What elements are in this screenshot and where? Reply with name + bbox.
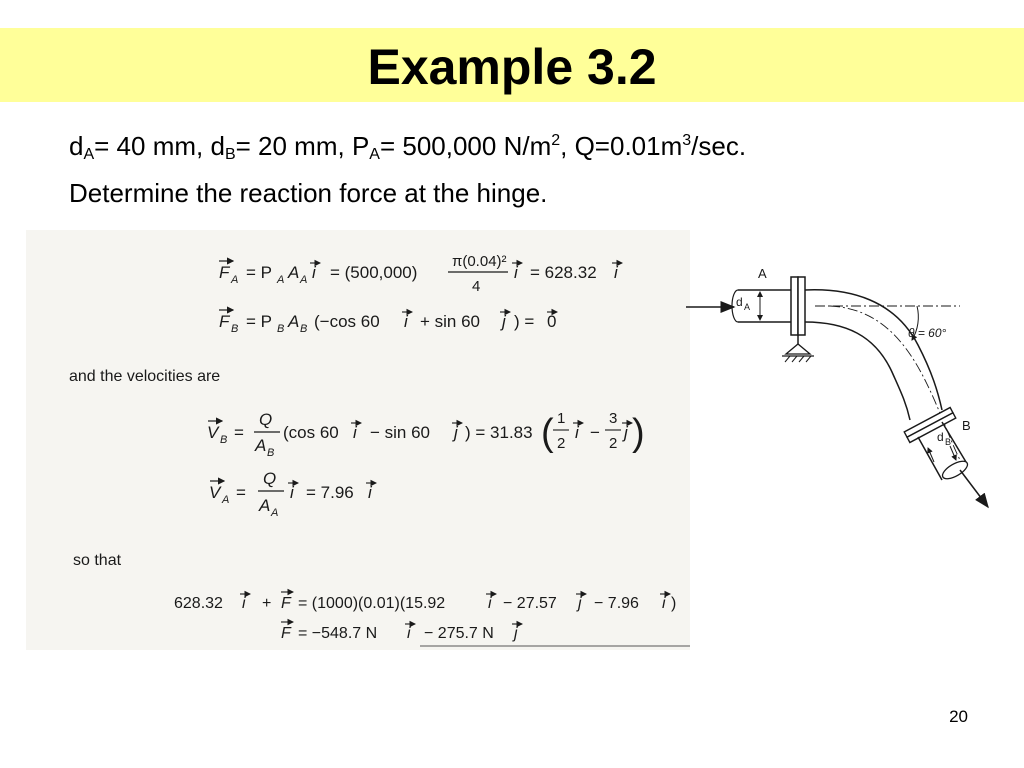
va-frac-den: A xyxy=(259,496,271,515)
dB-subscript: B xyxy=(224,146,236,163)
eq2-force: F xyxy=(281,625,291,642)
inlet-flange xyxy=(791,277,798,335)
vb-minus: − xyxy=(590,423,600,442)
label-section-a: A xyxy=(758,266,767,281)
vb-eq: = xyxy=(234,423,244,442)
fb-lhs-sub: B xyxy=(231,323,239,335)
eq1-rhs: = (1000)(0.01)(15.92 xyxy=(298,595,446,612)
velocities-label: and the velocities are xyxy=(69,368,221,385)
vb-lhs-sub: B xyxy=(220,434,228,446)
outlet-flow-arrow xyxy=(960,470,988,507)
eq1-force: F xyxy=(281,595,291,612)
vb-half-num: 1 xyxy=(557,410,566,427)
vb-root-num: 3 xyxy=(609,410,618,427)
va-lhs: V xyxy=(209,483,221,502)
va-result-i: i xyxy=(368,483,372,502)
fa-fraction-denominator: 4 xyxy=(472,278,481,295)
fb-p-sub: B xyxy=(277,323,285,335)
fb-zero: 0 xyxy=(547,312,557,331)
eq2-unit-i: i xyxy=(407,625,411,642)
fa-result: = 628.32 xyxy=(530,263,597,282)
force-a-equation xyxy=(219,253,622,295)
fb-cos-term: (−cos 60 xyxy=(314,312,380,331)
eq2-rhs: = −548.7 N xyxy=(298,625,378,642)
dA-symbol: d xyxy=(69,131,84,161)
so-that-label: so that xyxy=(73,552,122,569)
vb-root-den: 2 xyxy=(609,435,618,452)
svg-text:): ) xyxy=(632,412,645,454)
va-result: = 7.96 xyxy=(306,483,354,502)
Q-exponent: 3 xyxy=(682,132,692,149)
dB-value: = 20 mm, xyxy=(235,131,345,161)
label-dA: d xyxy=(736,295,743,309)
label-dB-sub: B xyxy=(945,437,952,447)
fa-pressure: = (500,000) xyxy=(330,263,418,282)
fb-eq: = P xyxy=(246,312,272,331)
fa-p-sub: A xyxy=(277,274,285,286)
eq1-minus-2: − 7.96 xyxy=(594,595,639,612)
fb-lhs: F xyxy=(219,312,230,331)
vb-unit-i: i xyxy=(353,423,357,442)
eq1-close: ) xyxy=(671,595,677,612)
fa-result-i: i xyxy=(614,263,618,282)
fa-lhs-sub: A xyxy=(231,274,239,286)
bend-inner-wall xyxy=(805,322,910,420)
vb-cos-term: (cos 60 xyxy=(283,423,339,442)
eq1-pressure-force: 628.32 xyxy=(174,595,223,612)
fa-lhs: F xyxy=(219,263,230,282)
va-lhs-sub: A xyxy=(222,494,230,506)
fa-unit-i-2: i xyxy=(514,263,518,282)
fb-unit-i: i xyxy=(404,312,408,331)
label-dB: d xyxy=(937,430,944,444)
svg-text:(: ( xyxy=(541,412,554,454)
fb-sin-term: + sin 60 xyxy=(420,312,481,331)
bend-outer-wall xyxy=(805,290,942,410)
PA-exponent: 2 xyxy=(551,132,561,149)
dB-symbol: d xyxy=(210,131,225,161)
PA-symbol: P xyxy=(351,131,370,161)
vb-frac-den-sub: B xyxy=(267,447,275,459)
dA-value: = 40 mm, xyxy=(94,131,204,161)
page-number: 20 xyxy=(949,707,968,726)
vb-half-den: 2 xyxy=(557,435,566,452)
eq1-unit-j: j xyxy=(578,595,582,612)
va-frac-den-sub: A xyxy=(271,507,279,519)
fb-area: A xyxy=(288,312,300,331)
fb-area-sub: B xyxy=(300,323,308,335)
eq1-unit-i: i xyxy=(242,595,246,612)
vb-unit-j: j xyxy=(454,423,458,442)
fa-area: A xyxy=(288,263,300,282)
PA-subscript: A xyxy=(369,146,380,163)
fa-unit-i: i xyxy=(312,263,316,282)
eq1-unit-i-2: i xyxy=(488,595,492,612)
fa-fraction-numerator: π(0.04)² xyxy=(452,253,507,270)
va-eq: = xyxy=(236,483,246,502)
PA-value: = 500,000 N/m xyxy=(379,131,552,161)
vb-sin-term: − sin 60 xyxy=(370,423,431,442)
vb-lhs: V xyxy=(207,423,219,442)
vb-unit-i-2: i xyxy=(575,423,579,442)
Q-value: , Q=0.01m xyxy=(560,131,683,161)
label-angle: θ = 60° xyxy=(908,326,947,340)
label-section-b: B xyxy=(962,418,971,433)
force-b-equation xyxy=(219,310,557,335)
eq1-minus-1: − 27.57 xyxy=(503,595,557,612)
question-line: Determine the reaction force at the hinge. xyxy=(69,178,548,208)
pipe-bend-diagram xyxy=(686,266,988,507)
va-unit-i: i xyxy=(290,483,294,502)
dA-subscript: A xyxy=(83,146,95,163)
velocity-b-equation xyxy=(207,410,645,459)
fa-eq: = P xyxy=(246,263,272,282)
reaction-result xyxy=(281,622,522,642)
fb-unit-j: j xyxy=(502,312,506,331)
vb-result: ) = 31.83 xyxy=(465,423,533,442)
slide-title: Example 3.2 xyxy=(367,39,657,95)
eq1-plus: + xyxy=(262,595,272,612)
eq2-minus: − 275.7 N xyxy=(424,625,494,642)
eq1-unit-i-3: i xyxy=(662,595,666,612)
vb-frac-den: A xyxy=(255,436,267,455)
vb-unit-j-2: j xyxy=(624,423,628,442)
vb-frac-num: Q xyxy=(259,410,273,429)
fb-close: ) = xyxy=(514,312,535,331)
va-frac-num: Q xyxy=(263,469,277,488)
fa-area-sub: A xyxy=(300,274,308,286)
hinge-support xyxy=(786,344,810,354)
momentum-equation xyxy=(174,592,676,612)
eq2-unit-j: j xyxy=(514,625,518,642)
velocity-a-equation xyxy=(209,469,376,519)
Q-unit-tail: /sec. xyxy=(691,131,747,161)
label-dA-sub: A xyxy=(744,302,751,312)
